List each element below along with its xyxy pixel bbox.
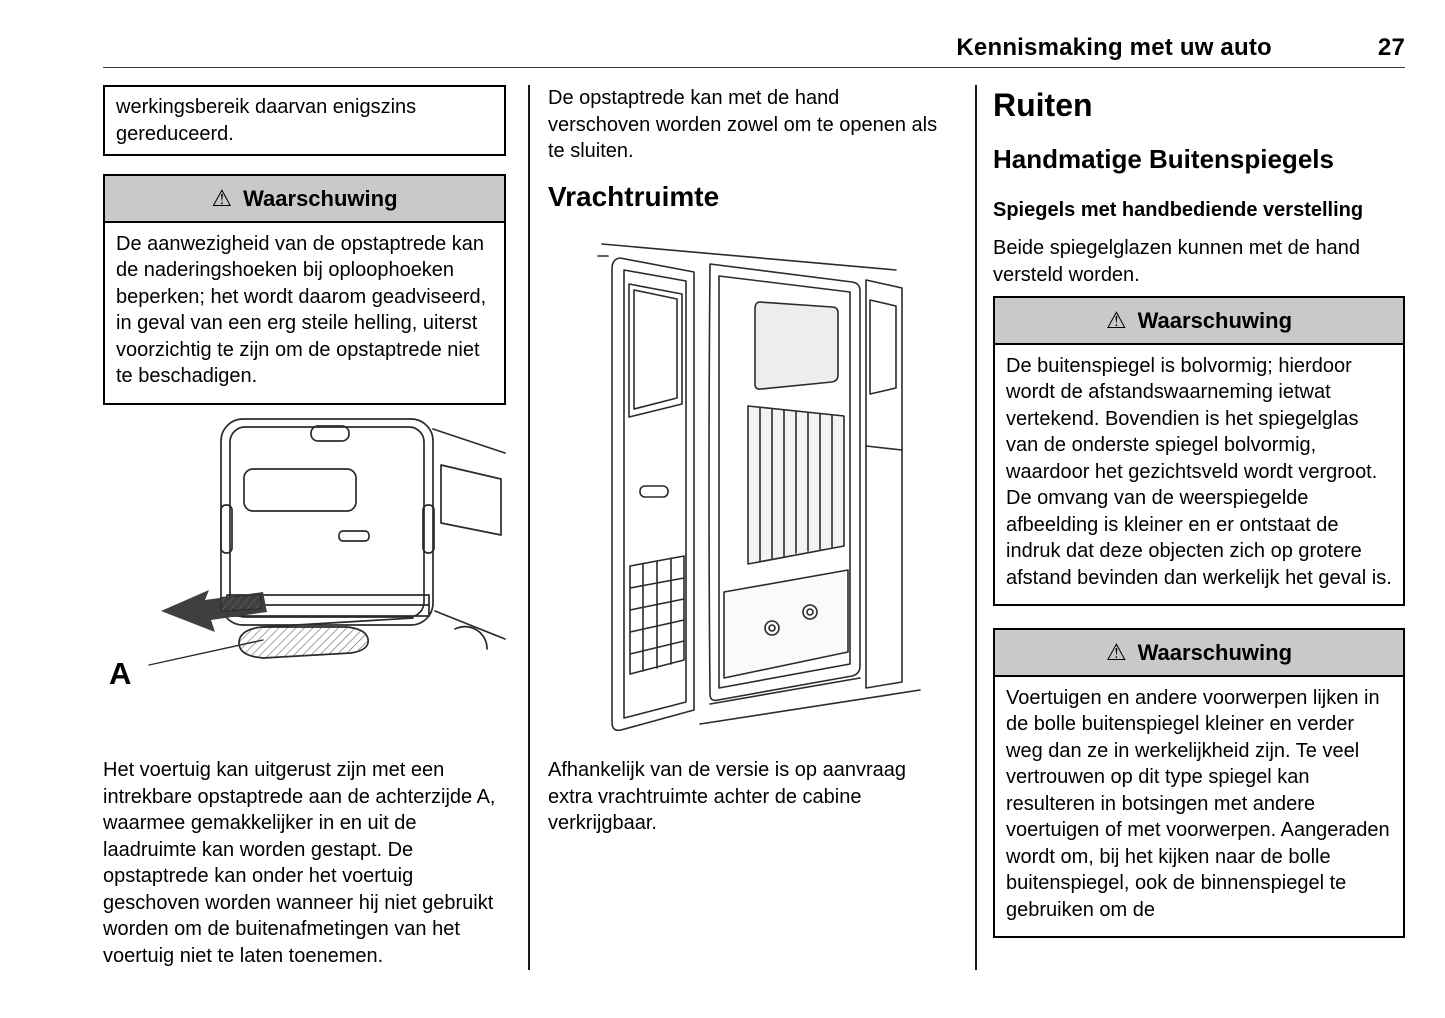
chapter-title: Kennismaking met uw auto — [956, 34, 1272, 61]
page-header — [103, 34, 1405, 62]
cargo-paragraph: Afhankelijk van de versie is op aanvraag extra vrachtruimte achter de cabine verkrijgbaar. — [548, 759, 906, 834]
header-rule — [103, 67, 1405, 68]
page-number: 27 — [1377, 34, 1405, 61]
cargo-door-illustration — [548, 236, 942, 748]
continuation-text-box — [103, 85, 506, 156]
continuation-text: werkingsbereik daarvan enigszins gereduceerd. — [116, 96, 417, 145]
step-paragraph: Het voertuig kan uitgerust zijn met een intrekbare opstaptrede aan de achterzijde A, waarmee gemakkelijker in en uit de laadruimte kan worden gestapt. De opstaptrede kan onder het voertuig geschoven worden wanneer hij niet gebruikt worden om de buitenafmetingen van het voertuig niet te laten toenemen. — [103, 759, 496, 967]
warning-mirror-title: Waarschuwing — [1137, 308, 1293, 334]
manual-mirrors-heading: Handmatige Buitenspiegels — [993, 144, 1334, 175]
column-middle — [548, 85, 942, 970]
warning-step-body: De aanwezigheid van de opstaptrede kan de naderingshoeken bij oploophoeken beperken; het wordt daarom geadviseerd, in geval van een erg steile helling, uiterst voorzichtig te zijn om de opstaptrede niet te beschadigen. — [116, 232, 487, 387]
warning-triangle-icon: ⚠ — [1105, 639, 1127, 666]
warning-box-mirror-distance — [993, 628, 1405, 938]
warning-mirror-body: De buitenspiegel is bolvormig; hierdoor wordt de afstandswaarneming ietwat vertekend. Bovendien is het spiegelglas van de onderste spiegel bolvormig, waardoor het gezichtsveld wordt vergroot. De omvang van de weerspiegelde afbeelding is kleiner en er ontstaat de indruk dat deze objecten zich op grotere afstand bevinden dan werkelijk het geval is. — [1006, 354, 1392, 589]
mirrors-lead: Spiegels met handbediende verstelling — [993, 198, 1364, 221]
warning-mirror-header — [995, 298, 1403, 345]
warning-distance-body: Voertuigen en andere voorwerpen lijken in de bolle buitenspiegel kleiner en verder weg dan ze in werkelijkheid zijn. Te veel vertrouwen op dit type spiegel kan resulteren in botsingen met andere voertuigen of met voorwerpen. Aangeraden wordt om, bij het kijken naar de bolle buitenspiegel, ook de binnenspiegel te gebruiken om de — [1006, 686, 1390, 921]
step-operation-paragraph: De opstaptrede kan met de hand verschoven worden zowel om te openen als te sluiten. — [548, 87, 938, 162]
warning-step-title: Waarschuwing — [243, 186, 398, 211]
warning-box-mirror-convex — [993, 296, 1405, 606]
mirrors-paragraph: Beide spiegelglazen kunnen met de hand versteld worden. — [993, 237, 1360, 286]
windows-heading: Ruiten — [993, 87, 1093, 123]
warning-distance-title: Waarschuwing — [1137, 640, 1293, 666]
rear-step-illustration — [103, 413, 506, 693]
figure-label-a: A — [109, 655, 132, 691]
column-divider-left — [528, 85, 530, 970]
warning-box-step — [103, 174, 506, 405]
column-left — [103, 85, 506, 970]
rear-step-drawing — [103, 413, 506, 691]
cargo-door-drawing — [548, 236, 942, 741]
warning-step-header — [105, 176, 504, 223]
warning-distance-header — [995, 630, 1403, 677]
column-right — [993, 85, 1405, 970]
warning-triangle-icon: ⚠ — [211, 185, 233, 211]
warning-triangle-icon: ⚠ — [1105, 307, 1127, 334]
cargo-heading: Vrachtruimte — [548, 180, 720, 212]
column-divider-right — [975, 85, 977, 970]
